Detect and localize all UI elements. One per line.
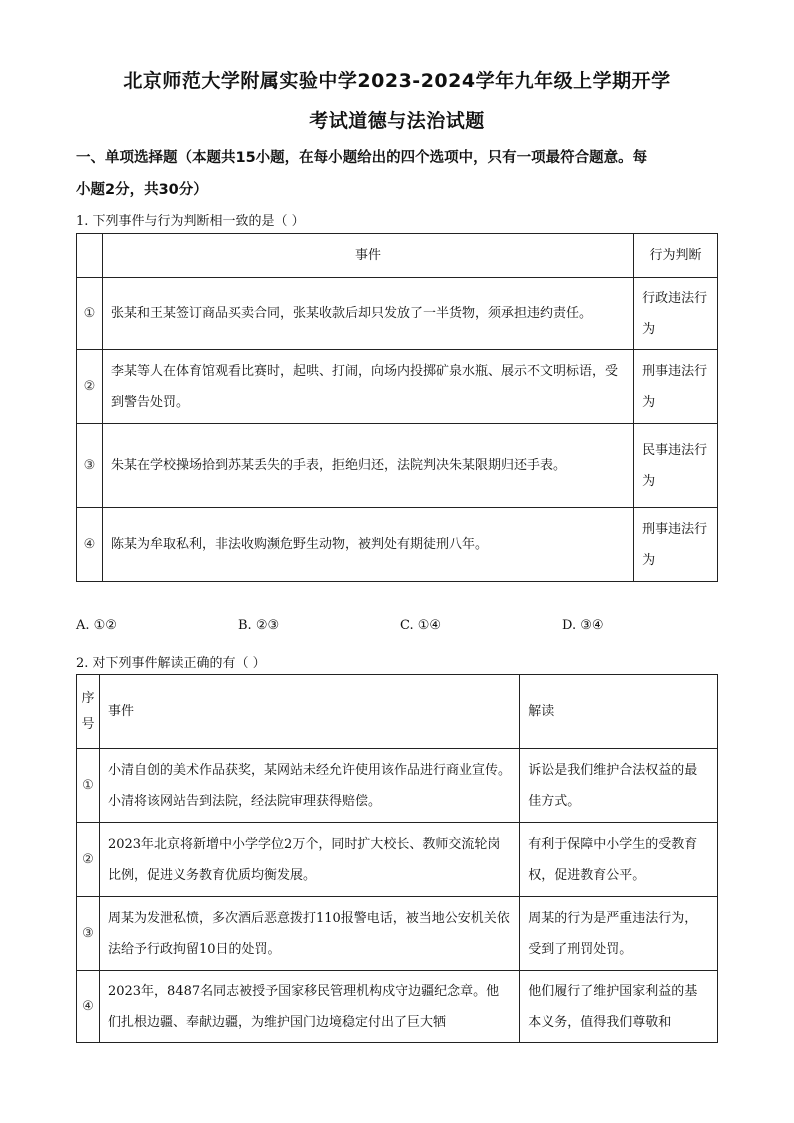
table-row: [77, 749, 718, 823]
row-judgment: 民事违法行为: [634, 424, 718, 508]
section-heading-line1: 一、单项选择题（本题共15小题，在每小题给出的四个选项中，只有一项最符合题意。每: [76, 150, 648, 166]
header-seq: 序号: [77, 675, 100, 749]
row-event: 陈某为牟取私利，非法收购濒危野生动物，被判处有期徒刑八年。: [102, 508, 633, 582]
row-judgment: 刑事违法行为: [634, 508, 718, 582]
header-event: 事件: [102, 234, 633, 278]
table-row: [77, 823, 718, 897]
table-row: [77, 897, 718, 971]
row-interpretation: 有利于保障中小学生的受教育权，促进教育公平。: [520, 823, 718, 897]
header-judgment: 行为判断: [634, 234, 718, 278]
row-event: 周某为发泄私愤，多次酒后恶意拨打110报警电话，被当地公安机关依法给予行政拘留10日的处罚。: [99, 897, 519, 971]
row-judgment: 行政违法行为: [634, 278, 718, 350]
table-header-row: [77, 675, 718, 749]
header-interpretation: 解读: [520, 675, 718, 749]
option-c: C. ①④: [400, 618, 442, 633]
row-interpretation: 他们履行了维护国家利益的基本义务，值得我们尊敬和: [520, 971, 718, 1043]
row-event: 2023年北京将新增中小学学位2万个，同时扩大校长、教师交流轮岗比例，促进义务教育优质均衡发展。: [99, 823, 519, 897]
option-d: D. ③④: [562, 618, 604, 633]
table-row: [77, 350, 718, 424]
row-number: ②: [77, 823, 100, 897]
table-row: [77, 424, 718, 508]
row-interpretation: 诉讼是我们维护合法权益的最佳方式。: [520, 749, 718, 823]
row-event: 小清自创的美术作品获奖，某网站未经允许使用该作品进行商业宣传。小清将该网站告到法院，经法院审理获得赔偿。: [99, 749, 519, 823]
row-number: ④: [77, 508, 103, 582]
question-2-table: [76, 674, 718, 1043]
exam-title-line1: 北京师范大学附属实验中学2023-2024学年九年级上学期开学: [123, 70, 671, 92]
row-event: 2023年，8487名同志被授予国家移民管理机构戍守边疆纪念章。他们扎根边疆、奉献边疆，为维护国门边境稳定付出了巨大牺: [99, 971, 519, 1043]
row-number: ④: [77, 971, 100, 1043]
question-2-stem: 2. 对下列事件解读正确的有（ ）: [76, 656, 266, 671]
row-number: ①: [77, 749, 100, 823]
header-event: 事件: [99, 675, 519, 749]
question-1-stem: 1. 下列事件与行为判断相一致的是（ ）: [76, 214, 305, 229]
row-event: 朱某在学校操场拾到苏某丢失的手表，拒绝归还，法院判决朱某限期归还手表。: [102, 424, 633, 508]
row-event: 张某和王某签订商品买卖合同，张某收款后却只发放了一半货物，须承担违约责任。: [102, 278, 633, 350]
table-row: [77, 278, 718, 350]
table-row: [77, 508, 718, 582]
table-row: [77, 971, 718, 1043]
section-heading-line2: 小题2分，共30分）: [76, 182, 208, 198]
option-a: A. ①②: [76, 618, 117, 633]
row-judgment: 刑事违法行为: [634, 350, 718, 424]
table-header-row: [77, 234, 718, 278]
row-number: ①: [77, 278, 103, 350]
row-event: 李某等人在体育馆观看比赛时，起哄、打闹，向场内投掷矿泉水瓶、展示不文明标语，受到警告处罚。: [102, 350, 633, 424]
row-number: ③: [77, 424, 103, 508]
row-number: ②: [77, 350, 103, 424]
row-number: ③: [77, 897, 100, 971]
exam-title-line2: 考试道德与法治试题: [309, 110, 485, 132]
option-b: B. ②③: [238, 618, 280, 633]
row-interpretation: 周某的行为是严重违法行为，受到了刑罚处罚。: [520, 897, 718, 971]
question-1-table: [76, 233, 718, 582]
